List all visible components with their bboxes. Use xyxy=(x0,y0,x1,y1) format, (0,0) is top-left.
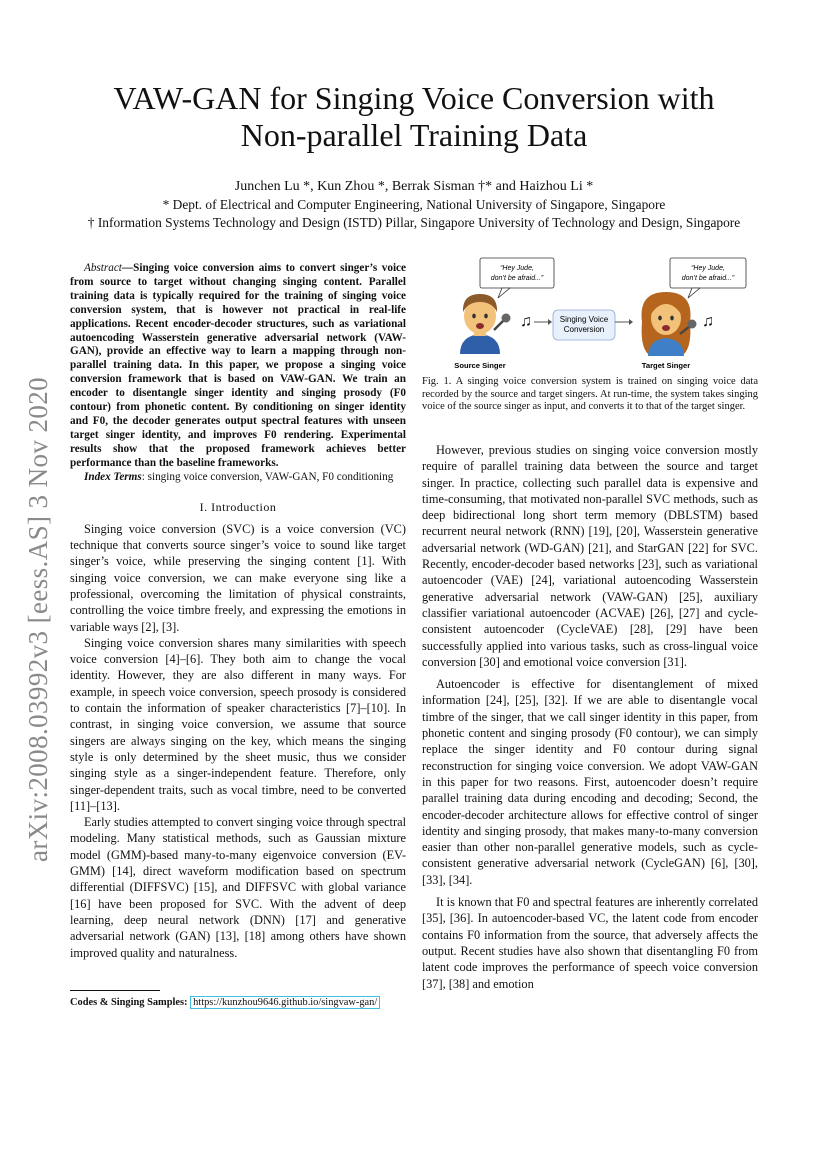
bubble-tail-right xyxy=(688,288,700,298)
left-paragraph-2: Singing voice conversion shares many similarities with speech voice conversion [4]–[6]. They both aim to change the vocal identity. However, they are also different in many ways. For example, in speech voice conversion, speech prosody is considered to contain the information of speaker characteristics [7]–[10]. In contrast, in singing voice conversion, we assume that source singers are always singing on the key, which means the singing style is only determined by the sheet music, thus we consider singing style as a singer-independent feature. Therefore, only singer-dependent traits, such as vocal timbre, need to be converted [11]–[13]. xyxy=(70,635,406,813)
conversion-box-label-1: Singing Voice xyxy=(559,315,609,324)
left-paragraph-1: Singing voice conversion (SVC) is a voice conversion (VC) technique that converts source singer’s voice to sound like target singer’s voice, while preserving the singing content [1]. With singing voice conversion, we can make everyone sing like a professional, overcoming the limitation of physical constraints, controlling the voice timbre freely, and expressing the emotions in variable ways [2], [3]. xyxy=(70,521,406,634)
footnote-text xyxy=(70,997,406,1008)
paper-title xyxy=(60,80,768,154)
arxiv-stamp: arXiv:2008.03992v3 [eess.AS] 3 Nov 2020 xyxy=(23,376,53,862)
figure-1 xyxy=(440,256,756,370)
source-singer-label: Source Singer xyxy=(454,361,506,370)
section-heading: I. Introduction xyxy=(199,499,277,514)
footnote-label: Codes & Singing Samples: xyxy=(70,997,188,1008)
right-paragraph-1: However, previous studies on singing voice conversion mostly require of parallel training data between the source and target singer. In practice, collecting such parallel data is expensive and time-consuming, that motivated non-parallel SVC methods, such as deep bidirectional long short term memory (DBLSTM) based recurrent neural network (RNN) [19], [20], Wasserstein generative adversarial network (WD-GAN) [21], and StarGAN [22] for SVC. Recently, encoder-decoder based networks [23], such as variational autoencoder (VAE) [24], variational autoencoding Wasserstein generative adversarial network (VAW-GAN) [25], auxiliary classifier variational autoencoder (ACVAE) [26], [27] and cycle-consistent autoencoder (CycleVAE) [28], [29] have been successfully applied into various tasks, such as cross-lingual voice conversion [30] and emotional voice conversion [31]. xyxy=(422,443,758,669)
index-terms-lead: Index Terms xyxy=(84,470,142,483)
affiliation-nus: * Dept. of Electrical and Computer Engineering, National University of Singapore, Singapore xyxy=(162,197,666,212)
affiliation-sutd: † Information Systems Technology and Design (ISTD) Pillar, Singapore University of Technology and Design, Singapore xyxy=(87,215,741,230)
arrow-in-head xyxy=(548,319,552,325)
footnote-rule xyxy=(70,990,160,991)
conversion-box-label-2: Conversion xyxy=(563,325,605,334)
right-paragraph-2: Autoencoder is effective for disentanglement of mixed information [24], [25], [32]. If we are able to disentangle vocal timbre of the singer, that we call singer identity in this paper, from phonetic content and singing prosody (F0 contour), we can simply replace the singer identity and F0 contour during signal reconstruction for singing voice conversion. We adopt VAW-GAN in this paper for two reasons. First, autoencoder doesn’t require parallel training data during encoding and decoding; Second, the encoder-decoder architecture allows for effective control of singer identity and singing prosody, that makes many-to-many conversion easier than other non-parallel generative models, such as cycle-consistent generative adversarial network (CycleGAN) [6], [30], [33], [34]. xyxy=(422,677,758,887)
target-singer-label: Target Singer xyxy=(641,361,691,370)
title-line-2: Non-parallel Training Data xyxy=(240,117,588,153)
footnote xyxy=(70,990,406,1008)
music-note-left-icon: ♫ xyxy=(520,313,532,330)
figure-caption: Fig. 1. A singing voice conversion system is trained on singing voice data recorded by the source and target singers. At run-time, the system takes singing voice of the source singer as input, and converts it to that of the target singer. xyxy=(422,376,758,413)
arrow-out-head xyxy=(629,319,633,325)
speech-bubble-left xyxy=(480,258,554,288)
speech-bubble-right xyxy=(670,258,746,288)
left-column xyxy=(70,262,406,961)
bubble-text-left-2: don’t be afraid...” xyxy=(490,275,544,282)
right-column xyxy=(422,442,758,992)
index-terms-body: : singing voice conversion, VAW-GAN, F0 conditioning xyxy=(141,470,394,483)
bubble-tail-left xyxy=(498,288,510,298)
bubble-text-right-1: “Hey Jude, xyxy=(691,265,725,272)
title-line-1: VAW-GAN for Singing Voice Conversion with xyxy=(113,80,715,116)
index-terms xyxy=(70,471,406,485)
bubble-text-right-2: don’t be afraid...” xyxy=(681,275,735,282)
authors: Junchen Lu *, Kun Zhou *, Berrak Sisman †* and Haizhou Li * xyxy=(234,179,594,194)
music-note-right-icon: ♫ xyxy=(702,313,714,330)
bubble-text-left-1: “Hey Jude, xyxy=(500,265,534,272)
left-paragraph-3: Early studies attempted to convert singing voice through spectral modeling. Many statistical methods, such as Gaussian mixture model (GMM)-based many-to-many eigenvoice conversion (EV-GMM) [14], direct waveform modification based on spectrum differential (DIFFSVC) [15], and DIFFSVC with global variance [16] have been proposed for SVC. With the advent of deep learning, deep neural network (DNN) [17] and generative adversarial network (GAN) [13], [18] among others have shown improved quality and naturalness. xyxy=(70,815,406,960)
right-paragraph-3: It is known that F0 and spectral features are inherently correlated [35], [36]. In autoencoder-based VC, the latent code from encoder contains F0 information from the source, that adversely affects the output. Recent studies have also shown that disentangling F0 from latent code improves the performance of speech voice conversion [37], [38] and emotion xyxy=(422,895,758,991)
abstract-body: —Singing voice conversion aims to convert singer’s voice from source to target without changing singing content. Parallel training data is typically required for the training of singing voice conversion system, that is however not practical in real-life applications. Recent encoder-decoder structures, such as variational autoencoding Wasserstein generative adversarial network (VAW-GAN), provide an effective way to learn a mapping through non-parallel training data. In this paper, we propose a singing voice conversion framework that is based on VAW-GAN. We train an encoder to disentangle singer identity and singing prosody (F0 contour) from phonetic content. By conditioning on singer identity and F0, the decoder generates output spectral features with unseen target singer identity, and improves F0 rendering. Experimental results show that the proposed framework achieves better performance than the baseline frameworks. xyxy=(70,262,406,469)
abstract-lead: Abstract xyxy=(84,262,122,274)
footnote-link[interactable]: https://kunzhou9646.github.io/singvaw-gan/ xyxy=(190,996,380,1009)
source-singer-icon xyxy=(460,294,511,354)
target-singer-icon xyxy=(642,292,697,356)
abstract xyxy=(70,262,406,471)
